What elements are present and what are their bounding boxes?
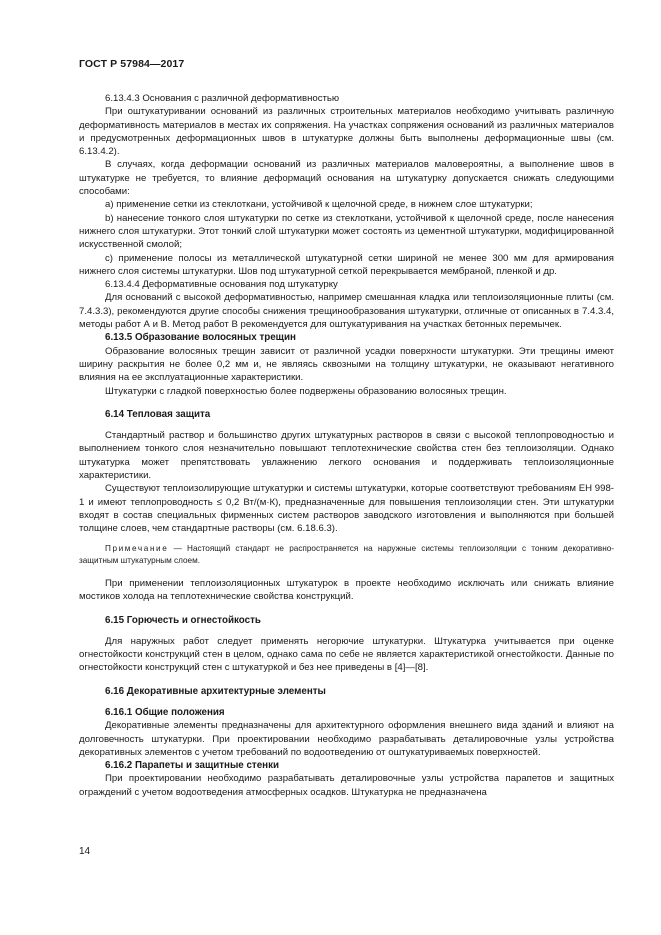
section-6-13-5-heading: 6.13.5 Образование волосяных трещин — [105, 332, 296, 344]
paragraph: Стандартный раствор и большинство других штукатурных растворов в связи с высокой теплопроводностью и выполнением тонкого слоя незначительно повышают теплотехнические свойства стен без теплоизоляции. Однако штукатурка может препятствовать увлажнению легкого основания и поддерживать теплоизоляционные характеристики. — [79, 430, 614, 482]
paragraph: При применении теплоизоляционных штукатурок в проекте необходимо исключать или снижать влияние мостиков холода на теплотехнические свойства конструкций. — [79, 577, 614, 603]
note — [79, 543, 614, 567]
section-6-14-heading: 6.14 Тепловая защита — [105, 408, 211, 420]
paragraph: Для оснований с высокой деформативностью, например смешанная кладка или теплоизоляционные плиты (см. 7.4.3.3), рекомендуются другие способы снижения трещинообразования штукатурки, отличные от описанных в 7.4.3.4, методы работ А и В. Метод работ В рекомендуется для оштукатуривания на участках бетонных перемычек. — [79, 292, 614, 331]
section-6-16-1-heading: 6.16.1 Общие положения — [105, 706, 225, 718]
list-item-c: с) применение полосы из металлической штукатурной сетки шириной не менее 300 мм для армирования нижнего слоя системы штукатурки. Шов под штукатурной сеткой перекрывается мембраной, пленкой и др. — [79, 252, 614, 277]
note-text: — Настоящий стандарт не распространяется на наружные системы теплоизоляции с тонким декоративно-защитным штукатурным слоем. — [79, 543, 614, 565]
paragraph: При оштукатуривании оснований из различных строительных материалов необходимо учитывать различную деформативность материалов в местах их сопряжения. На участках сопряжения оснований из различных материалов и предусмотренных деформационных швов в штукатурке должны быть выполнены деформационные швы (см. 6.13.4.2). — [79, 106, 614, 158]
paragraph: Существуют теплоизолирующие штукатурки и системы штукатурки, которые соответствуют требованиям ЕН 998-1 и имеют теплопроводность ≤ 0,2 Вт/(м·К), предназначенные для повышения теплоизоляции стен. Эти штукатурки входят в состав специальных фирменных систем растворов заводского изготовления и выполняются при большей толщине слоев, чем стандартные растворы (см. 6.18.6.3). — [79, 483, 614, 535]
clause-6-13-4-3-title: 6.13.4.3 Основания с различной деформативностью — [105, 93, 340, 104]
document-body — [79, 92, 614, 799]
section-6-15-heading: 6.15 Горючесть и огнестойкость — [105, 614, 261, 626]
clause-6-13-4-4-title: 6.13.4.4 Деформативные основания под штукатурку — [105, 279, 338, 291]
note-label: Примечание — [105, 543, 169, 553]
document-header: ГОСТ Р 57984—2017 — [79, 58, 185, 70]
paragraph: При проектировании необходимо разрабатывать деталировочные узлы устройства парапетов и защитных ограждений с учетом водоотведения атмосферных осадков. Штукатурка не предназначена — [79, 773, 614, 798]
paragraph: Декоративные элементы предназначены для архитектурного оформления внешнего вида зданий и влияют на долговечность штукатурки. При проектировании необходимо разрабатывать деталировочные узлы устройства декоративных элементов с учетом требований по водоотведению от оштукатуриваемых поверхностей. — [79, 720, 614, 758]
paragraph: Для наружных работ следует применять негорючие штукатурки. Штукатурка учитывается при оценке огнестойкости конструкций стен в целом, однако сама по себе не является характеристикой огнестойкости. Данные по огнестойкости конструкций стен с штукатуркой и без нее приведены в [4]—[8]. — [79, 635, 614, 674]
paragraph: Штукатурки с гладкой поверхностью более подвержены образованию волосяных трещин. — [105, 385, 507, 397]
list-item-b: b) нанесение тонкого слоя штукатурки по сетке из стеклоткани, устойчивой к щелочной среде, после нанесения нижнего слоя штукатурки. Этот тонкий слой штукатурки может состоять из цементной штукатурки, модифицированной искусственной смолой; — [79, 212, 614, 251]
paragraph: Образование волосяных трещин зависит от различной усадки поверхности штукатурки. Эти трещины имеют ширину раскрытия не более 0,2 мм и, не являясь сквозными на толщину штукатурки, не оказывают негативного влияния на ее эксплуатационные характеристики. — [79, 345, 614, 384]
section-6-16-heading: 6.16 Декоративные архитектурные элементы — [105, 685, 326, 697]
section-6-16-2-heading: 6.16.2 Парапеты и защитные стенки — [105, 760, 280, 772]
page-number: 14 — [79, 846, 91, 857]
list-item-a: а) применение сетки из стеклоткани, устойчивой к щелочной среде, в нижнем слое штукатурки; — [105, 199, 533, 211]
paragraph: В случаях, когда деформации оснований из различных материалов маловероятны, а выполнение швов в штукатурке не требуется, то влияние деформаций основания на штукатурку допускается снижать следующими способами: — [79, 159, 614, 198]
